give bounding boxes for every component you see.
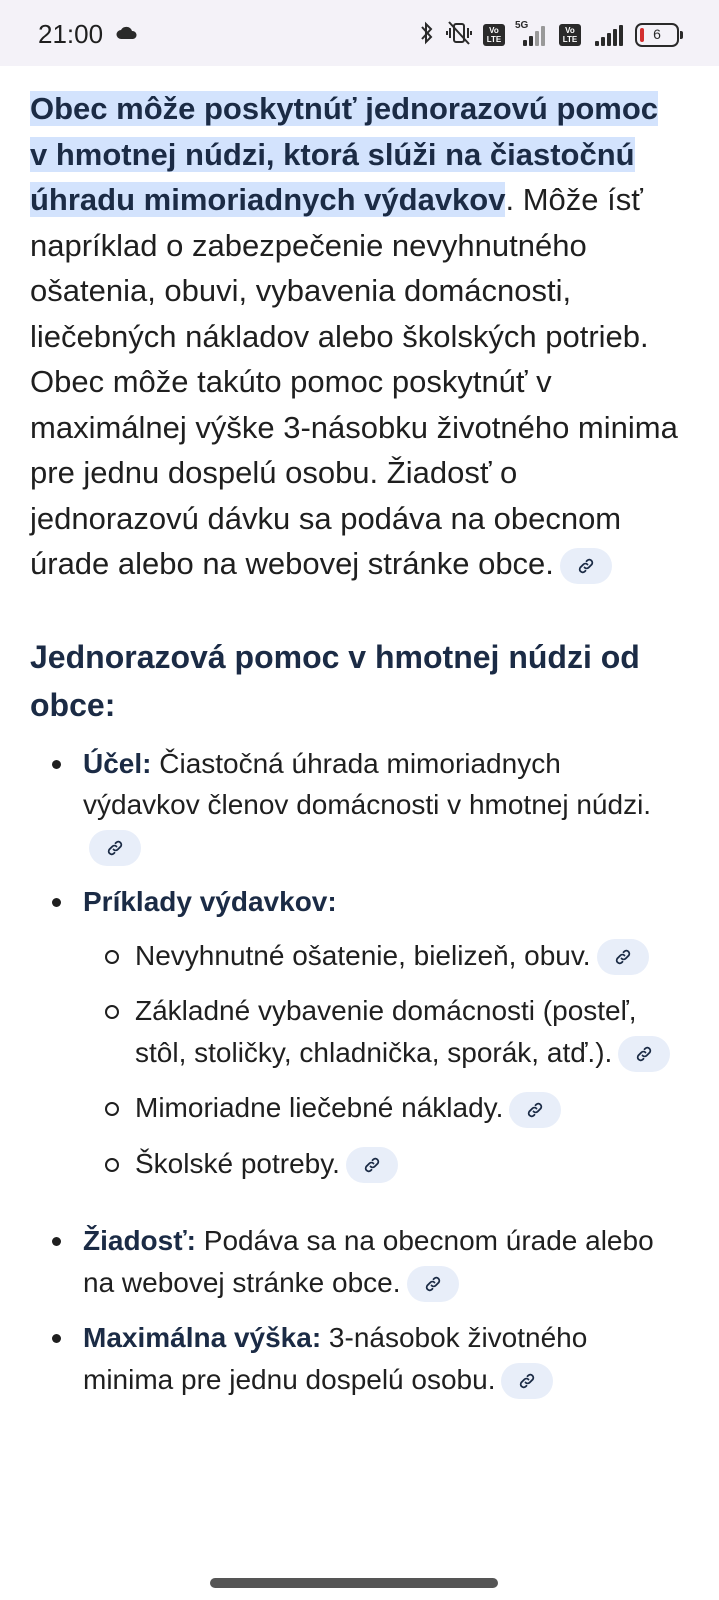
item-text: Čiastočná úhrada mimoriadnych výdavkov členov domácnosti v hmotnej núdzi. [83, 747, 652, 820]
link-icon [614, 948, 632, 966]
signal-5g-icon: 5G [515, 22, 549, 48]
item-text: Podáva sa na obecnom úrade alebo na webovej stránke obce. [83, 1225, 654, 1298]
response-content [30, 86, 680, 1414]
sub-item-text: Základné vybavenie domácnosti (posteľ, stôl, stoličky, chladnička, sporák, atď.). [135, 995, 637, 1068]
link-icon [577, 557, 595, 575]
gesture-bar[interactable] [210, 1578, 498, 1588]
sub-list-item [83, 990, 680, 1073]
list-item [30, 1220, 680, 1303]
source-link-chip[interactable] [501, 1363, 553, 1399]
bullet-list [30, 743, 680, 1401]
sub-list-item [83, 1087, 680, 1129]
bluetooth-icon [419, 20, 435, 51]
sub-item-text: Školské potreby. [135, 1147, 340, 1179]
source-link-chip[interactable] [560, 548, 612, 584]
sub-list [83, 935, 680, 1185]
list-item [30, 1317, 680, 1400]
clock: 21:00 [38, 19, 104, 49]
list-item [30, 881, 680, 1184]
signal-icon [591, 22, 625, 48]
section-heading: Jednorazová pomoc v hmotnej núdzi od obce: [30, 638, 640, 723]
battery-level: 6 [653, 26, 661, 42]
source-link-chip[interactable] [407, 1266, 459, 1302]
status-bar [0, 0, 719, 66]
volte-icon: Vo LTE [483, 24, 505, 46]
vibrate-off-icon [445, 20, 473, 51]
item-label: Príklady výdavkov: [83, 886, 337, 917]
battery-icon [635, 23, 679, 47]
sub-list-item [83, 1143, 680, 1185]
link-icon [424, 1275, 442, 1293]
source-link-chip[interactable] [89, 830, 141, 866]
link-icon [363, 1156, 381, 1174]
link-icon [526, 1101, 544, 1119]
source-link-chip[interactable] [346, 1147, 398, 1183]
source-link-chip[interactable] [597, 939, 649, 975]
item-text: 3-násobok životného minima pre jednu dospelú osobu. [83, 1322, 588, 1395]
intro-text: . Môže ísť napríklad o zabezpečenie nevyhnutného ošatenia, obuvi, vybavenia domácnosti, liečebných nákladov alebo školských potrieb. Obec môže takúto pomoc poskytnúť v maximálnej výške 3-násobku životného minima pre jednu dospelú osobu. Žiadosť o jednorazovú dávku sa podáva na obecnom úrade alebo na webovej stránke obce. [30, 182, 678, 581]
list-item [30, 743, 680, 868]
source-link-chip[interactable] [618, 1036, 670, 1072]
sub-item-text: Nevyhnutné ošatenie, bielizeň, obuv. [135, 939, 591, 971]
intro-paragraph [30, 86, 680, 587]
source-link-chip[interactable] [509, 1092, 561, 1128]
item-label: Účel: [83, 747, 152, 779]
link-icon [106, 839, 124, 857]
highlighted-text[interactable]: Obec môže poskytnúť jednorazovú pomoc v hmotnej núdzi, ktorá slúži na čiastočnú úhradu mimoriadnych výdavkov [30, 91, 659, 217]
status-icons [419, 20, 679, 50]
sub-item-text: Mimoriadne liečebné náklady. [135, 1092, 504, 1123]
sub-list-item [83, 935, 680, 977]
link-icon [635, 1045, 653, 1063]
item-label: Maximálna výška: [83, 1322, 322, 1353]
link-icon [518, 1372, 536, 1390]
volte-icon: Vo LTE [559, 24, 581, 46]
item-label: Žiadosť: [83, 1225, 196, 1256]
cloud-icon [116, 26, 138, 45]
